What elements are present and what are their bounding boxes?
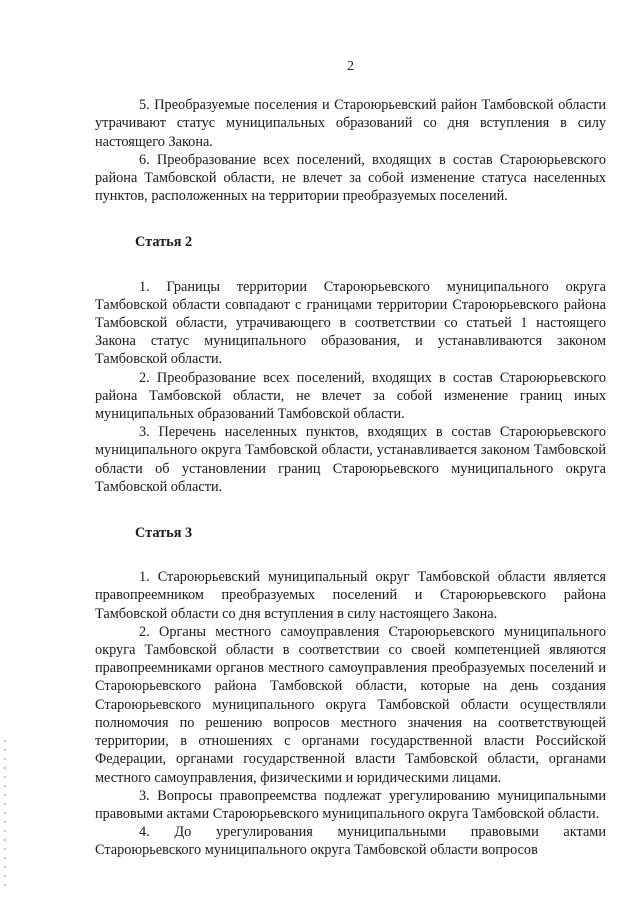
paragraph-3-3: 3. Вопросы правопреемства подлежат урегулированию муниципальными правовыми актами Староюрьевского муниципального округа Тамбовской области. — [95, 787, 606, 822]
paragraph-3-1: 1. Староюрьевский муниципальный округ Тамбовской области является правопреемником преобразуемых поселений и Староюрьевского района Тамбовской области со дня вступления в силу настоящего Закона. — [95, 569, 606, 622]
paragraph-2-1: 1. Границы территории Староюрьевского муниципального округа Тамбовской области совпадают с границами территории Староюрьевского района Тамбовской области, утрачивающего в соответствии со статьей 1 настоящего Закона статус муниципального образования, и устанавливаются законом Тамбовской области. — [95, 278, 606, 368]
paragraph-3-2: 2. Органы местного самоуправления Староюрьевского муниципального округа Тамбовской области в соответствии со своей компетенцией являются правопреемниками органов местного самоуправления преобразуемых поселений и Староюрьевского района Тамбовской области, которые на день создания Староюрьевского муниципального округа Тамбовской области осуществляли полномочия по решению вопросов местного значения на соответствующей территории, в отношениях с органами государственной власти Российской Федерации, органами государственной власти Тамбовской области, органами местного самоуправления, физическими и юридическими лицами. — [95, 623, 606, 786]
page-number: 2 — [347, 59, 354, 74]
scan-margin-marks — [4, 740, 6, 890]
article-2-heading: Статья 2 — [135, 234, 193, 251]
paragraph-2-2: 2. Преобразование всех поселений, входящих в состав Староюрьевского района Тамбовской области, не влечет за собой изменение границ иных муниципальных образований Тамбовской области. — [95, 369, 606, 423]
paragraph-1-6: 6. Преобразование всех поселений, входящих в состав Староюрьевского района Тамбовской области, не влечет за собой изменение статуса населенных пунктов, расположенных на территории преобразуемых поселений. — [95, 151, 606, 205]
paragraph-2-3: 3. Перечень населенных пунктов, входящих в состав Староюрьевского муниципального округа Тамбовской области, устанавливается законом Тамбовской области об установлении границ Староюрьевского муниципального округа Тамбовской области. — [95, 424, 606, 495]
paragraph-3-4: 4. До урегулирования муниципальными правовыми актами Староюрьевского муниципального округа Тамбовской области вопросов — [95, 824, 606, 859]
document-page — [95, 58, 606, 860]
article-3-heading: Статья 3 — [135, 525, 193, 542]
paragraph-1-5: 5. Преобразуемые поселения и Староюрьевский район Тамбовской области утрачивают статус муниципальных образований со дня вступления в силу настоящего Закона. — [95, 97, 606, 150]
